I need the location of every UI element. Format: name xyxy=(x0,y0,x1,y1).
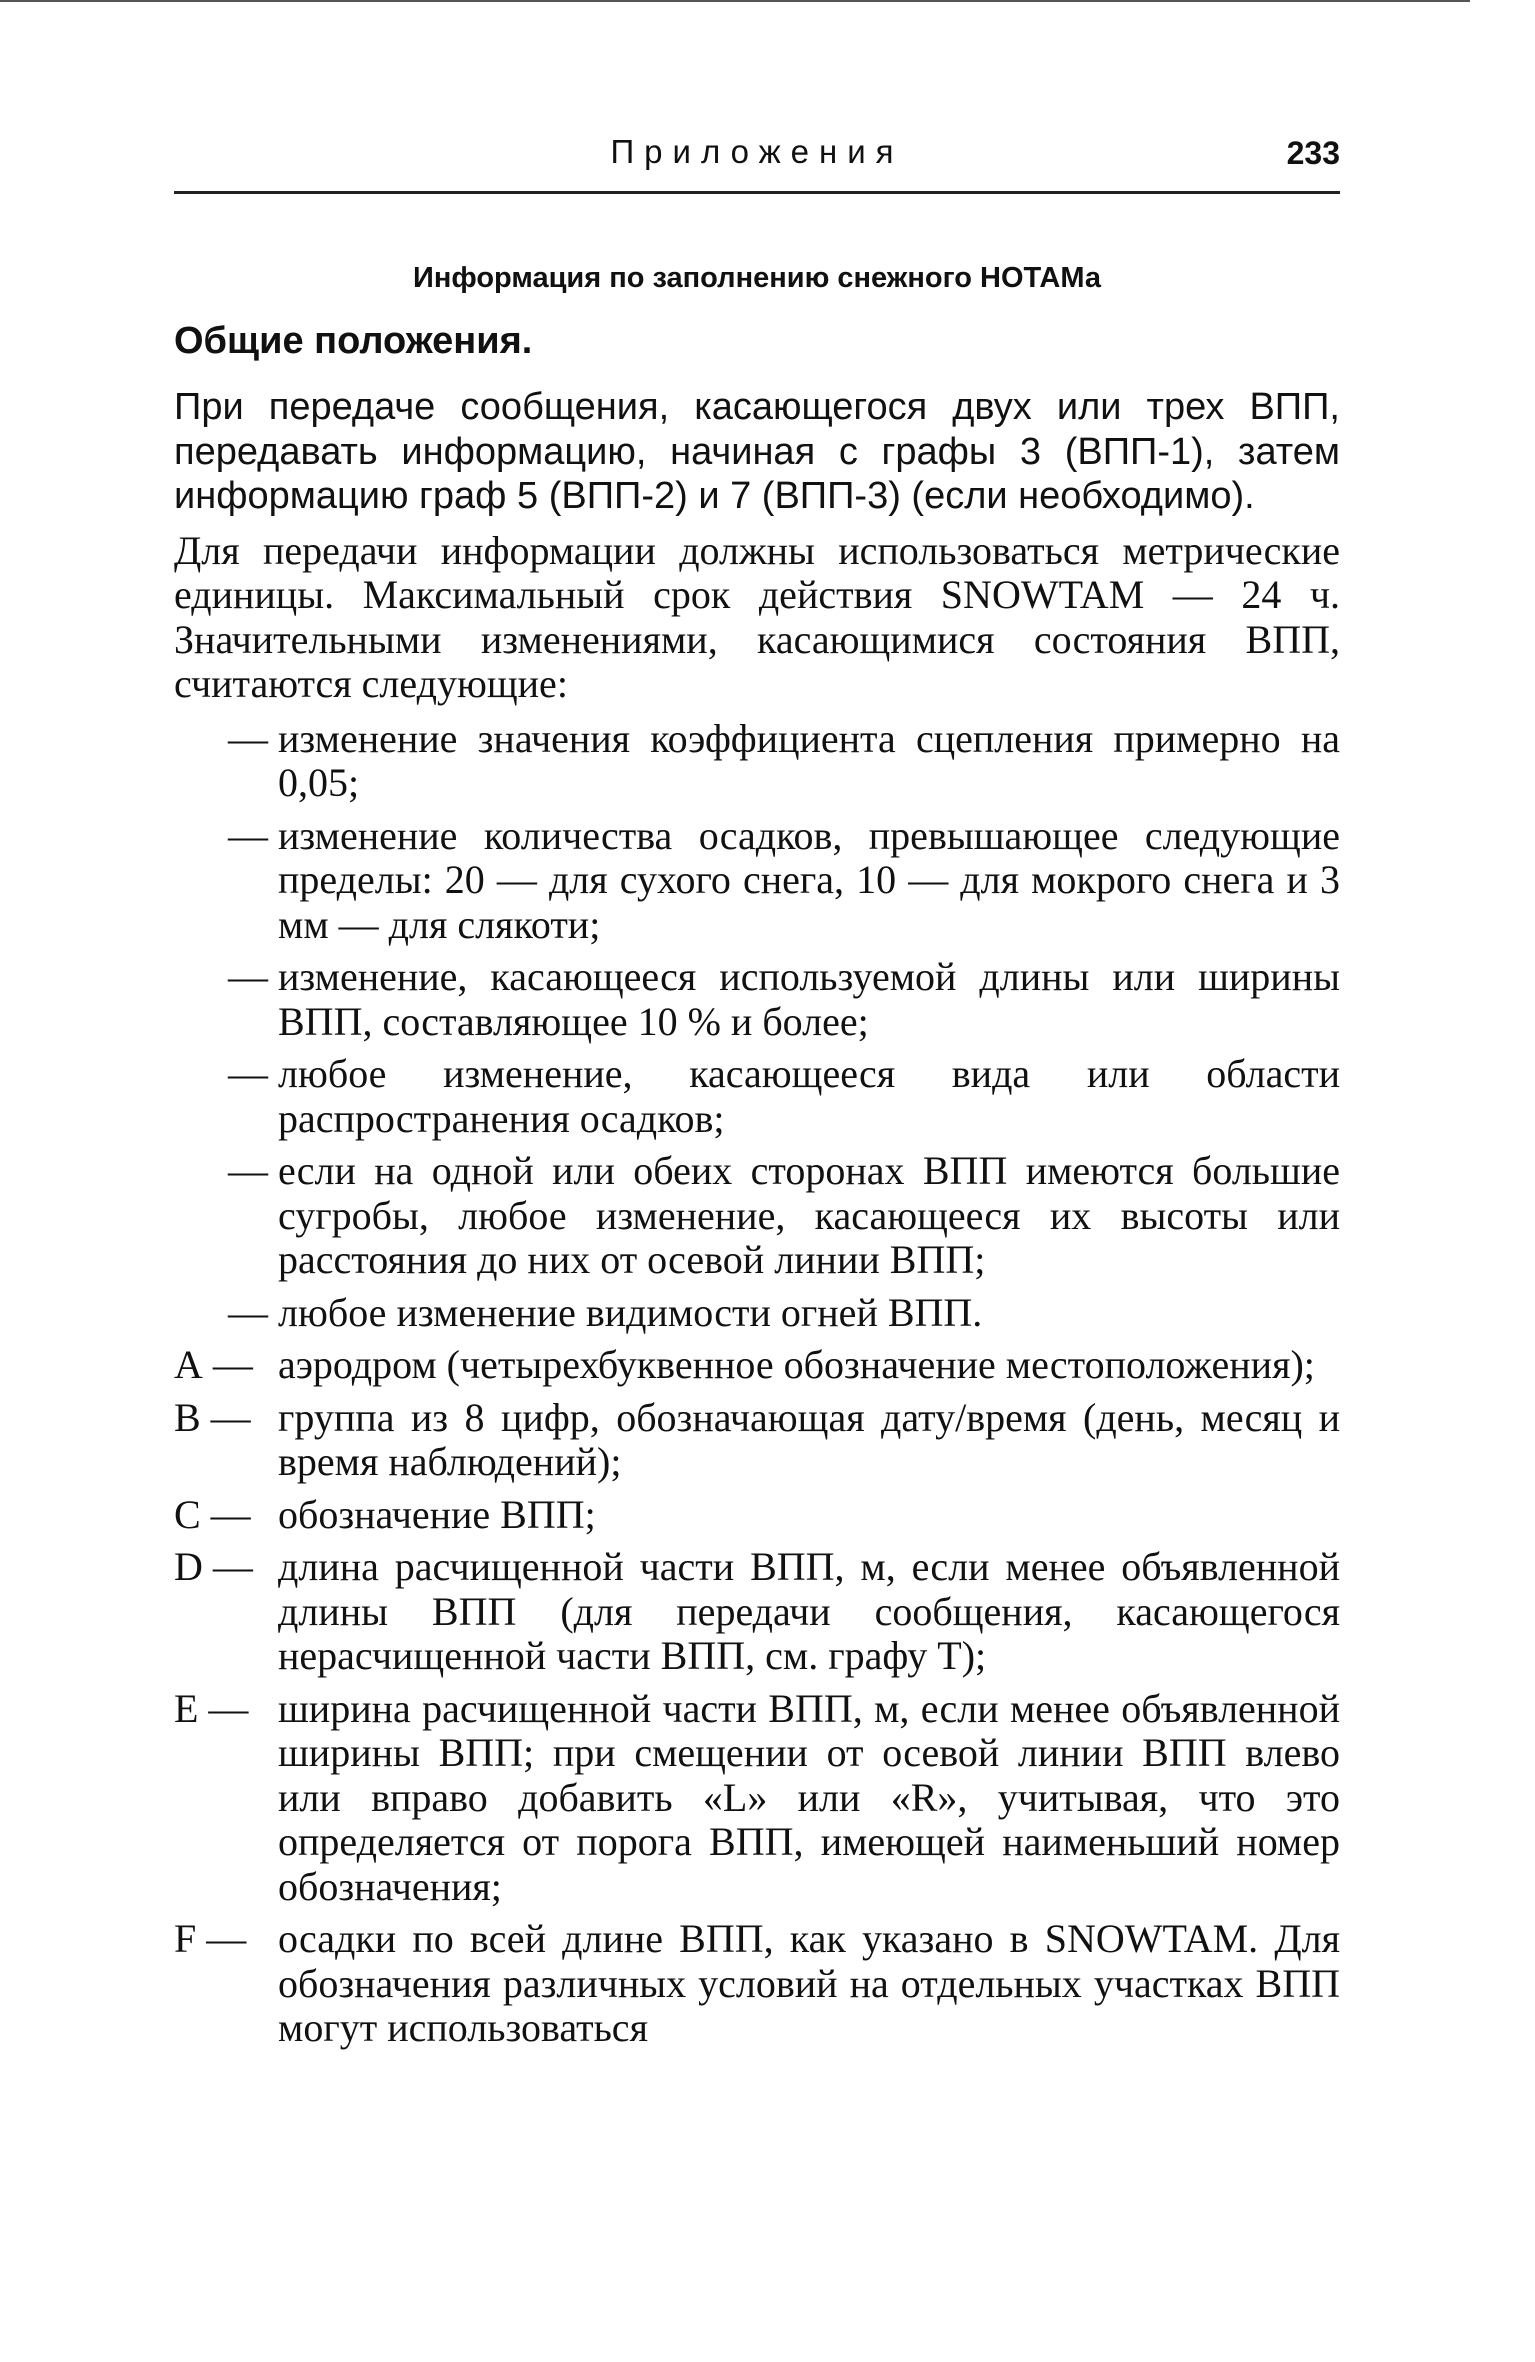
field-item xyxy=(174,1493,1340,1538)
field-letter: А — xyxy=(174,1342,253,1387)
dash-marker: — xyxy=(228,715,268,761)
field-item xyxy=(174,1545,1340,1679)
fields-list xyxy=(174,1343,1340,2051)
list-item-text: любое изменение видимости огней ВПП. xyxy=(278,1289,983,1335)
section-heading: Общие положения. xyxy=(174,320,533,362)
list-item xyxy=(174,1291,1340,1336)
dash-marker: — xyxy=(228,954,268,999)
field-item xyxy=(174,1917,1340,2051)
dash-marker: — xyxy=(228,1051,268,1096)
field-description: аэродром (четырехбуквенное обозначение местоположения); xyxy=(278,1342,1315,1387)
field-description: длина расчищенной части ВПП, м, если менее объявленной длины ВПП (для передачи сообщения, касающегося нерасчищенной части ВПП, см. графу Т); xyxy=(278,1544,1340,1678)
dash-marker: — xyxy=(228,1289,268,1335)
field-item xyxy=(174,1343,1340,1388)
section-caption: Информация по заполнению снежного НОТАМа xyxy=(412,262,1102,294)
changes-list xyxy=(174,717,1340,1336)
field-letter: Е — xyxy=(174,1685,249,1731)
paragraph-runways: При передаче сообщения, касающегося двух или трех ВПП, передавать информацию, начиная с графы 3 (ВПП-1), затем информацию граф 5 (ВПП-2) и 7 (ВПП-3) (если необходимо). xyxy=(174,386,1340,517)
list-item xyxy=(174,955,1340,1044)
field-letter: F — xyxy=(174,1916,247,1961)
list-item-text: если на одной или обеих сторонах ВПП имеются большие сугробы, любое изменение, касающееся их высоты или расстояния до них от осевой линии ВПП; xyxy=(278,1148,1340,1282)
list-item xyxy=(174,1149,1340,1283)
field-letter: С — xyxy=(174,1491,251,1537)
field-description: осадки по всей длине ВПП, как указано в SNOWTAM. Для обозначения различных условий на отдельных участках ВПП могут использоваться xyxy=(278,1916,1340,2050)
paragraph-units: Для передачи информации должны использоваться метрические единицы. Максимальный срок действия SNOWTAM — 24 ч. Значительными изменениями, касающимися состояния ВПП, считаются следующие: xyxy=(174,527,1340,706)
list-item-text: изменение, касающееся используемой длины или ширины ВПП, составляющее 10 % и более; xyxy=(278,954,1340,1044)
field-item xyxy=(174,1396,1340,1485)
list-item-text: любое изменение, касающееся вида или области распространения осадков; xyxy=(278,1051,1340,1141)
page-number: 233 xyxy=(1286,135,1340,171)
body-text xyxy=(174,385,1340,2059)
header-rule xyxy=(174,191,1340,194)
running-header xyxy=(174,133,1340,193)
dash-marker: — xyxy=(228,812,268,858)
dash-marker: — xyxy=(228,1148,268,1193)
list-item-text: изменение количества осадков, превышающее следующие пределы: 20 — для сухого снега, 10 — для мокрого снега и 3 мм — для слякоти; xyxy=(278,812,1340,947)
field-item xyxy=(174,1687,1340,1910)
field-letter: В — xyxy=(174,1394,251,1440)
field-description: ширина расчищенной части ВПП, м, если менее объявленной ширины ВПП; при смещении от осевой линии ВПП влево или вправо добавить «L» или «R», учитывая, что это определяется от порога ВПП, имеющей наименьший номер обозначения; xyxy=(278,1685,1340,1909)
list-item-text: изменение значения коэффициента сцепления примерно на 0,05; xyxy=(278,715,1340,805)
list-item xyxy=(174,1052,1340,1141)
running-title: Приложения xyxy=(610,133,904,170)
field-description: обозначение ВПП; xyxy=(278,1491,596,1537)
field-description: группа из 8 цифр, обозначающая дату/время (день, месяц и время наблюдений); xyxy=(278,1394,1340,1484)
list-item xyxy=(174,814,1340,948)
field-letter: D — xyxy=(174,1544,253,1589)
list-item xyxy=(174,717,1340,806)
top-border-rule xyxy=(0,0,1470,2)
